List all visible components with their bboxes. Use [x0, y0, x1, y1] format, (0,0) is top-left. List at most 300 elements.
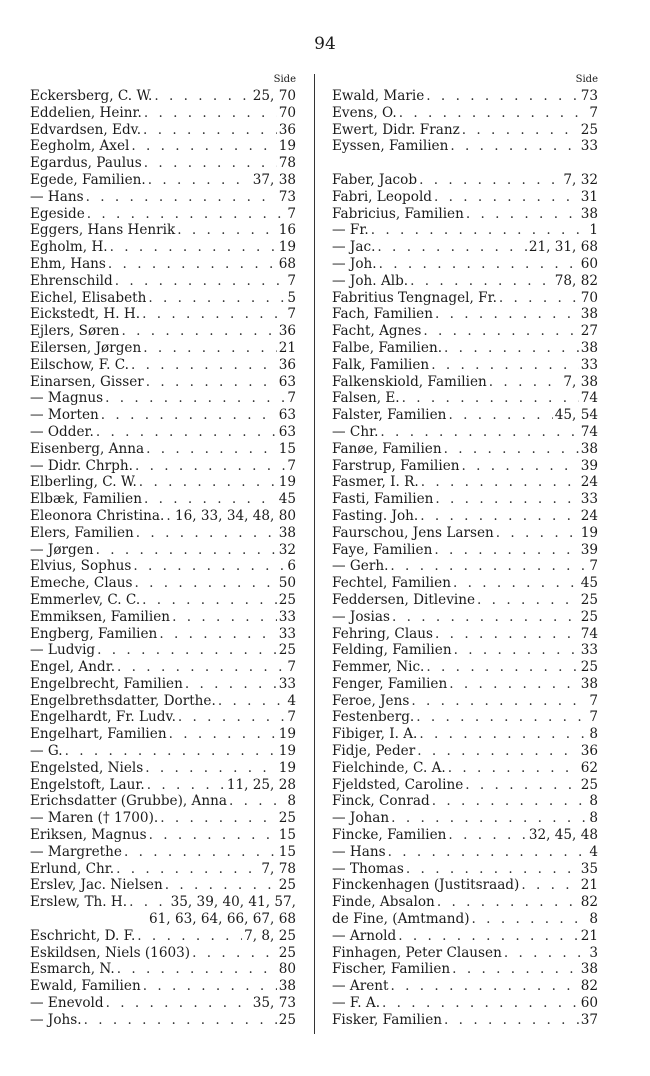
- index-entry: [30, 659, 296, 676]
- index-entry: [30, 340, 296, 357]
- entry-pages: 70: [580, 289, 598, 306]
- entry-name: Falbe, Familien.: [332, 339, 443, 356]
- entry-name: Engelbrecht, Familien: [30, 675, 183, 692]
- entry-pages: 24: [580, 474, 598, 491]
- entry-name: Faurschou, Jens Larsen: [332, 524, 494, 541]
- entry-pages: 15: [278, 440, 296, 457]
- dot-leader: [129, 894, 169, 911]
- entry-pages: 7: [589, 558, 598, 575]
- index-entry: [30, 810, 296, 827]
- entry-name: — Morten: [30, 407, 99, 424]
- dot-leader: [149, 827, 277, 844]
- entry-pages: 63: [278, 423, 296, 440]
- index-entry: [30, 508, 296, 525]
- entry-name: Fibiger, I. A.: [332, 726, 418, 743]
- dot-leader: [382, 995, 579, 1012]
- dot-leader: [96, 542, 277, 559]
- dot-leader: [426, 88, 578, 105]
- index-entry: [30, 172, 296, 189]
- index-entry: [30, 374, 296, 391]
- dot-leader: [148, 172, 251, 189]
- entry-name: Farstrup, Familien: [332, 457, 460, 474]
- entry-pages: 8: [589, 793, 598, 810]
- entry-name: de Fine, (Amtmand): [332, 911, 470, 928]
- dot-leader: [419, 726, 587, 743]
- dot-leader: [143, 122, 277, 139]
- entry-pages: 19: [278, 239, 296, 256]
- index-entry: [30, 88, 296, 105]
- entry-name: Femmer, Nic.: [332, 659, 425, 676]
- index-entries-right: [332, 88, 598, 1029]
- entry-name: Fechtel, Familien: [332, 575, 451, 592]
- entry-pages: 25: [278, 810, 296, 827]
- entry-name: — Arent: [332, 978, 389, 995]
- index-entry: [332, 894, 598, 911]
- entry-name: Finck, Conrad: [332, 793, 430, 810]
- entry-pages: 16, 33, 34, 48, 80: [174, 507, 296, 524]
- index-entry: [30, 424, 296, 441]
- entry-pages: 82: [580, 894, 598, 911]
- entry-pages: 19: [278, 138, 296, 155]
- entry-pages: 3: [589, 944, 598, 961]
- entry-pages: 38: [278, 978, 296, 995]
- index-entry: [30, 928, 296, 945]
- dot-leader: [419, 172, 561, 189]
- index-entry: [30, 441, 296, 458]
- page-number: 94: [314, 34, 336, 54]
- entry-name: Fabricius, Familien: [332, 205, 464, 222]
- entry-pages: 78, 82: [554, 272, 598, 289]
- index-entry: [332, 323, 598, 340]
- index-entry: [30, 323, 296, 340]
- entry-pages: 21, 31, 68: [528, 239, 598, 256]
- entry-name: Elvius, Sophus: [30, 558, 132, 575]
- dot-leader: [144, 491, 277, 508]
- dot-leader: [379, 256, 579, 273]
- index-entry: [30, 256, 296, 273]
- entry-name: Fenger, Familien: [332, 675, 448, 692]
- entry-pages: 38: [580, 306, 598, 323]
- index-entry: [30, 642, 296, 659]
- entry-pages: 32: [278, 541, 296, 558]
- dot-leader: [144, 155, 277, 172]
- index-entry: [30, 239, 296, 256]
- entry-name: Falsen, E.: [332, 390, 400, 407]
- dot-leader: [434, 542, 578, 559]
- dot-leader: [159, 626, 276, 643]
- column-divider: [314, 74, 315, 1034]
- entry-pages: 38: [580, 440, 598, 457]
- entry-name: Ehm, Hans: [30, 255, 106, 272]
- dot-leader: [448, 827, 526, 844]
- entry-pages: 11, 25, 28: [226, 776, 296, 793]
- dot-leader: [142, 592, 277, 609]
- entry-pages: 25: [278, 642, 296, 659]
- entry-pages: 7: [287, 205, 296, 222]
- index-entry: [332, 626, 598, 643]
- dot-leader: [450, 138, 578, 155]
- index-entry: [332, 155, 598, 172]
- dot-leader: [398, 928, 578, 945]
- dot-leader: [218, 693, 286, 710]
- entry-pages: 7: [589, 104, 598, 121]
- index-entry: [30, 793, 296, 810]
- entry-pages: 6: [287, 558, 296, 575]
- dot-leader: [499, 290, 579, 307]
- entry-pages: 38: [580, 675, 598, 692]
- index-entry: [332, 88, 598, 105]
- dot-leader: [416, 709, 587, 726]
- entry-pages: 36: [278, 121, 296, 138]
- entry-pages: 7, 32: [563, 171, 598, 188]
- index-entry: [30, 877, 296, 894]
- index-entry: [30, 827, 296, 844]
- index-entry: [30, 206, 296, 223]
- entry-pages: 8: [589, 911, 598, 928]
- entry-name: — Hans: [332, 843, 386, 860]
- index-entry: [332, 458, 598, 475]
- entry-pages: 27: [580, 323, 598, 340]
- index-entry: [30, 676, 296, 693]
- entry-pages: 73: [580, 88, 598, 104]
- entry-name: — F. A.: [332, 995, 381, 1012]
- index-entry: [30, 155, 296, 172]
- dot-leader: [496, 525, 579, 542]
- entry-name: — Jac.: [332, 239, 376, 256]
- dot-leader: [229, 793, 285, 810]
- dot-leader: [139, 474, 277, 491]
- index-entry: [30, 525, 296, 542]
- dot-leader: [431, 357, 579, 374]
- entry-pages: 4: [287, 692, 296, 709]
- entry-name: Eriksen, Magnus: [30, 827, 147, 844]
- entry-pages: 45: [580, 575, 598, 592]
- entry-name: Fasmer, I. R.: [332, 474, 419, 491]
- entry-name: — Didr. Chrph.: [30, 457, 133, 474]
- dot-leader: [466, 206, 579, 223]
- index-entry: [30, 911, 296, 928]
- index-entry: [30, 542, 296, 559]
- index-entry: [332, 760, 598, 777]
- index-entry: [30, 474, 296, 491]
- right-column: [332, 72, 598, 1029]
- dot-leader: [101, 407, 277, 424]
- index-entry: [332, 609, 598, 626]
- entry-name: — Josias: [332, 608, 390, 625]
- entry-pages: 33: [580, 138, 598, 155]
- entry-name: Eilersen, Jørgen: [30, 339, 142, 356]
- index-entry: [332, 575, 598, 592]
- entry-pages: 24: [580, 507, 598, 524]
- entry-name: — Chr.: [332, 423, 379, 440]
- index-entry: [332, 390, 598, 407]
- entry-name: Ewald, Marie: [332, 88, 425, 104]
- index-entry: [332, 844, 598, 861]
- index-entry: [332, 726, 598, 743]
- entry-pages: 7: [287, 390, 296, 407]
- dot-leader: [117, 961, 277, 978]
- entry-name: Eckersberg, C. W.: [30, 88, 153, 104]
- dot-leader: [145, 760, 276, 777]
- index-entry: [30, 592, 296, 609]
- entry-pages: 36: [278, 323, 296, 340]
- entry-name: Fabri, Leopold: [332, 188, 432, 205]
- side-label-right: Side: [575, 74, 598, 85]
- dot-leader: [423, 323, 578, 340]
- index-entry: [30, 777, 296, 794]
- entry-name: Facht, Agnes: [332, 323, 422, 340]
- entry-name: Erslew, Th. H.: [30, 894, 128, 911]
- entry-pages: 1: [589, 222, 598, 239]
- index-entry: [332, 525, 598, 542]
- index-entry: [332, 474, 598, 491]
- dot-leader: [432, 793, 588, 810]
- entry-pages: 38: [278, 524, 296, 541]
- entry-name: Finde, Absalon: [332, 894, 435, 911]
- index-entry: [332, 945, 598, 962]
- dot-leader: [472, 911, 588, 928]
- dot-leader: [477, 592, 579, 609]
- entry-pages: 62: [580, 759, 598, 776]
- dot-leader: [391, 978, 579, 995]
- index-entry: [30, 760, 296, 777]
- index-entry: [332, 793, 598, 810]
- entry-pages: 33: [580, 491, 598, 508]
- entry-pages: 25: [278, 591, 296, 608]
- entry-pages: 37: [580, 1011, 598, 1028]
- dot-leader: [435, 491, 578, 508]
- entry-pages: 25: [278, 944, 296, 961]
- entry-name: Eskildsen, Niels (1603): [30, 944, 191, 961]
- entry-pages: 7: [287, 659, 296, 676]
- entry-name: Erichsdatter (Grubbe), Anna: [30, 793, 227, 810]
- index-entry: [30, 894, 296, 911]
- entry-pages: 8: [589, 810, 598, 827]
- index-entry: [332, 558, 598, 575]
- index-entry: [30, 961, 296, 978]
- dot-leader: [96, 424, 277, 441]
- index-entry: [332, 306, 598, 323]
- entry-pages: 19: [278, 474, 296, 491]
- dot-leader: [426, 659, 578, 676]
- dot-leader: [166, 508, 173, 525]
- index-entry: [332, 189, 598, 206]
- index-entry: [30, 407, 296, 424]
- entry-pages: 35: [580, 860, 598, 877]
- entry-pages: 19: [278, 759, 296, 776]
- entry-name: Elbæk, Familien: [30, 491, 142, 508]
- entry-pages: 25, 70: [252, 88, 296, 104]
- index-entry: [332, 122, 598, 139]
- entry-pages: 7: [589, 709, 598, 726]
- entry-name: — Gerh.: [332, 558, 389, 575]
- index-entry: [332, 290, 598, 307]
- dot-leader: [448, 407, 552, 424]
- entry-name: Fasting. Joh.: [332, 507, 419, 524]
- entry-pages: 7: [589, 692, 598, 709]
- index-entry: [30, 693, 296, 710]
- entry-name: Esmarch, N.: [30, 961, 115, 978]
- dot-leader: [421, 474, 579, 491]
- entry-pages: 15: [278, 843, 296, 860]
- dot-leader: [154, 88, 250, 105]
- entry-name: Fischer, Familien: [332, 961, 451, 978]
- entry-name: Engelhardt, Fr. Ludv.: [30, 709, 176, 726]
- dot-leader: [117, 659, 285, 676]
- entry-pages: 7: [287, 272, 296, 289]
- entry-name: Eddelien, Heinr.: [30, 104, 142, 121]
- entry-name: Eyssen, Familien: [332, 138, 449, 155]
- index-entry: [332, 374, 598, 391]
- entry-name: Fidje, Peder: [332, 743, 416, 760]
- entry-pages: 7, 8, 25: [244, 927, 296, 944]
- index-entry: [332, 995, 598, 1012]
- entry-pages: 39: [580, 457, 598, 474]
- dot-leader: [115, 273, 286, 290]
- entry-name: — Maren († 1700).: [30, 810, 159, 827]
- dot-leader: [142, 306, 285, 323]
- index-entry: [30, 122, 296, 139]
- entry-pages: 78: [278, 155, 296, 172]
- entry-name: Finhagen, Peter Clausen: [332, 944, 502, 961]
- index-entry: [30, 273, 296, 290]
- entry-name: — Thomas: [332, 860, 404, 877]
- dot-leader: [87, 206, 286, 223]
- entry-pages: 7, 38: [563, 373, 598, 390]
- index-entry: [332, 777, 598, 794]
- entry-pages: 50: [278, 575, 296, 592]
- dot-leader: [143, 340, 276, 357]
- index-entry: [332, 273, 598, 290]
- dot-leader: [135, 458, 285, 475]
- entry-name: Erlund, Chr.: [30, 860, 115, 877]
- dot-leader: [86, 189, 277, 206]
- dot-leader: [410, 273, 553, 290]
- dot-leader: [377, 239, 526, 256]
- entry-pages: 25: [580, 659, 598, 676]
- entry-name: Emmiksen, Familien: [30, 608, 171, 625]
- entry-name: Eilschow, F. C.: [30, 356, 130, 373]
- entry-name: Fehring, Claus: [332, 625, 434, 642]
- entry-pages: 38: [580, 339, 598, 356]
- dot-leader: [110, 239, 277, 256]
- index-entry: [332, 1012, 598, 1029]
- dot-leader: [136, 525, 277, 542]
- dot-leader: [453, 575, 579, 592]
- entry-pages: 21: [580, 927, 598, 944]
- index-entry: [30, 945, 296, 962]
- index-entry: [30, 290, 296, 307]
- entry-name: — Hans: [30, 188, 84, 205]
- entry-name: Eickstedt, H. H.: [30, 306, 141, 323]
- entry-pages: 19: [580, 524, 598, 541]
- entry-name: Eisenberg, Anna: [30, 440, 145, 457]
- dot-leader: [177, 222, 276, 239]
- dot-leader: [444, 340, 579, 357]
- index-entry: [332, 407, 598, 424]
- entry-pages: 36: [278, 356, 296, 373]
- index-entry: [332, 357, 598, 374]
- dot-leader: [185, 676, 277, 693]
- dot-leader: [169, 726, 277, 743]
- entry-name: Ejlers, Søren: [30, 323, 120, 340]
- dot-leader: [462, 458, 579, 475]
- index-entry: [30, 390, 296, 407]
- entry-pages: 38: [580, 961, 598, 978]
- entry-name: Faye, Familien: [332, 541, 433, 558]
- entry-name: Eichel, Elisabeth: [30, 289, 147, 306]
- index-entry: [332, 642, 598, 659]
- entry-pages: 25: [580, 591, 598, 608]
- index-entry: [30, 306, 296, 323]
- entry-name: Ewert, Didr. Franz: [332, 121, 460, 138]
- entry-name: Fabritius Tengnagel, Fr.: [332, 289, 497, 306]
- dot-leader: [106, 995, 251, 1012]
- entry-name: — Magnus: [30, 390, 104, 407]
- dot-leader: [399, 105, 588, 122]
- dot-leader: [434, 189, 579, 206]
- entry-pages: 35, 73: [252, 995, 296, 1012]
- entry-pages: 19: [278, 743, 296, 760]
- dot-leader: [420, 508, 578, 525]
- entry-pages: 39: [580, 541, 598, 558]
- dot-leader: [406, 861, 579, 878]
- index-entry: [332, 743, 598, 760]
- entry-name: Eggers, Hans Henrik: [30, 222, 176, 239]
- entry-pages: 73: [278, 188, 296, 205]
- entry-name: Engelhart, Familien: [30, 726, 167, 743]
- dot-leader: [124, 844, 277, 861]
- entry-pages: 68: [278, 255, 296, 272]
- entry-pages: 45: [278, 491, 296, 508]
- index-entry: [30, 995, 296, 1012]
- entry-name: Fincke, Familien: [332, 827, 447, 844]
- index-entry: [332, 961, 598, 978]
- dot-leader: [146, 441, 277, 458]
- dot-leader: [133, 558, 285, 575]
- entry-pages: 4: [589, 843, 598, 860]
- entry-pages: 31: [580, 188, 598, 205]
- index-entry: [30, 558, 296, 575]
- dot-leader: [143, 978, 277, 995]
- entry-pages: 74: [580, 625, 598, 642]
- index-entry: [332, 172, 598, 189]
- entry-name: Ehrenschild: [30, 272, 113, 289]
- index-entry: [332, 206, 598, 223]
- entry-name: Eschricht, D. F.: [30, 927, 136, 944]
- dot-leader: [131, 357, 277, 374]
- index-entry: [332, 928, 598, 945]
- index-entry: [332, 105, 598, 122]
- index-entry: [30, 726, 296, 743]
- entry-pages: 8: [287, 793, 296, 810]
- dot-leader: [135, 575, 277, 592]
- side-label-left: Side: [273, 74, 296, 85]
- dot-leader: [178, 709, 285, 726]
- index-entry: [30, 138, 296, 155]
- entry-name: Fasti, Familien: [332, 491, 434, 508]
- entry-name: Fanøe, Familien: [332, 440, 442, 457]
- entry-pages: 25: [580, 776, 598, 793]
- index-entry: [332, 978, 598, 995]
- entry-pages: 19: [278, 726, 296, 743]
- dot-leader: [137, 928, 242, 945]
- entry-pages: 60: [580, 255, 598, 272]
- entry-name: — Odder.: [30, 423, 94, 440]
- dot-leader: [160, 810, 276, 827]
- index-entry: [332, 693, 598, 710]
- entry-pages: 74: [580, 423, 598, 440]
